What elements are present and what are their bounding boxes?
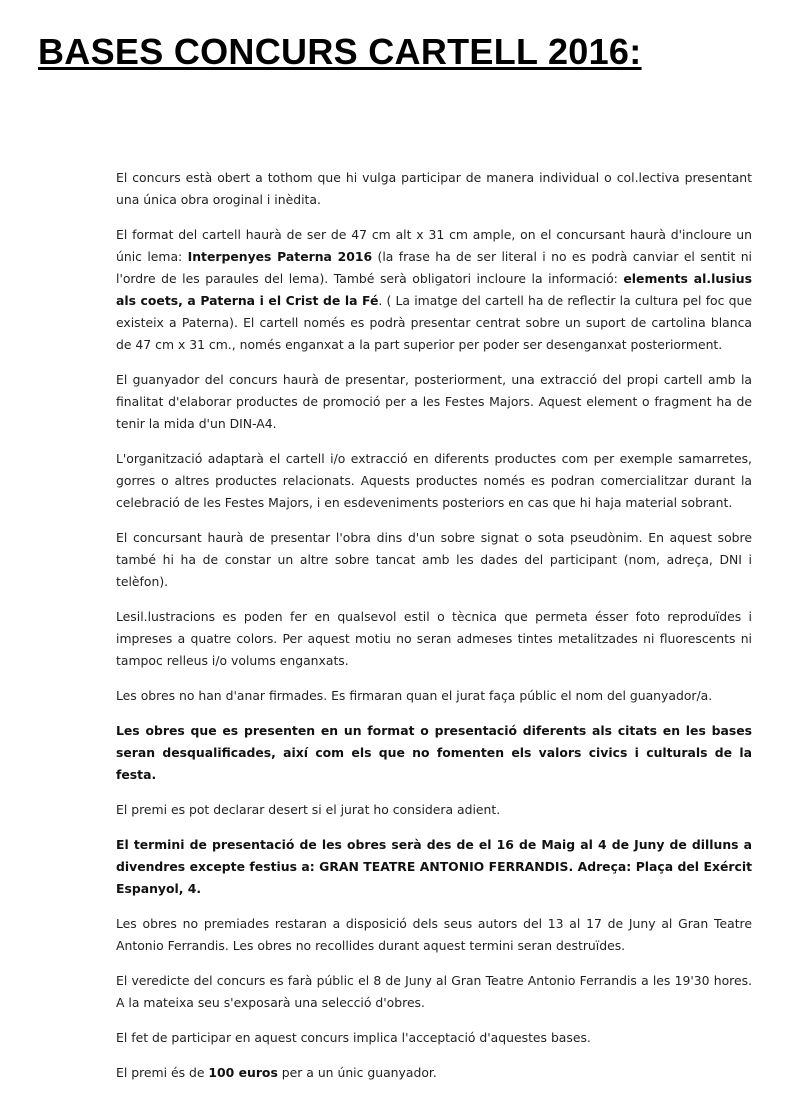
bold-required-elements: elements al.lusius als coets, a Paterna i el Crist de la Fé (116, 271, 752, 308)
text-segment: El premi és de (116, 1065, 209, 1080)
document-body (116, 167, 752, 1097)
paragraph-disqualification: Les obres que es presenten en un format o presentació diferents als citats en les bases seran desqualificades, així com els que no fomenten els valors civics i culturals de la festa. (116, 723, 752, 782)
paragraph-unsigned: Les obres no han d'anar firmades. Es firmaran quan el jurat faça públic el nom del guanyador/a. (116, 688, 713, 703)
bold-slogan: Interpenyes Paterna 2016 (187, 249, 373, 264)
paragraph-envelope: El concursant haurà de presentar l'obra dins d'un sobre signat o sota pseudònim. En aquest sobre també hi ha de constar un altre sobre tancat amb les dades del participant (nom, adreça, DNI i telèfon). (116, 530, 752, 589)
text-segment: El format del cartell haurà de ser de 47 cm alt x 31 cm ample, on el concursant haurà d'incloure un únic lema: (116, 227, 752, 264)
paragraph-verdict: El veredicte del concurs es farà públic el 8 de Juny al Gran Teatre Antonio Ferrandis a les 19'30 hores. A la mateixa seu s'exposarà una selecció d'obres. (116, 973, 752, 1010)
paragraph-deadline: El termini de presentació de les obres serà des de el 16 de Maig al 4 de Juny de dilluns a divendres excepte festius a: GRAN TEATRE ANTONIO FERRANDIS. Adreça: Plaça del Exércit Espanyol, 4. (116, 837, 752, 896)
page-title: BASES CONCURS CARTELL 2016: (38, 31, 642, 72)
paragraph-prize-void: El premi es pot declarar desert si el jurat ho considera adient. (116, 802, 501, 817)
text-segment: (la frase ha de ser literal i no es podrà canviar el sentit ni l'ordre de les paraules del lema). També serà obligatori incloure la informació: (116, 249, 752, 286)
paragraph-prize (116, 1062, 752, 1084)
paragraph-winner-extract: El guanyador del concurs haurà de presentar, posteriorment, una extracció del propi cartell amb la finalitat d'elaborar productes de promoció per a les Festes Majors. Aquest element o fragment ha de tenir la mida d'un DIN-A4. (116, 372, 752, 431)
text-segment: . ( La imatge del cartell ha de reflectir la cultura pel foc que existeix a Paterna). El cartell només es podrà presentar centrat sobre un suport de cartolina blanca de 47 cm x 31 cm., només enganxat a la part superior per poder ser desenganxat posteriorment. (116, 293, 752, 352)
paragraph-format (116, 224, 752, 356)
text-segment: per a un únic guanyador. (277, 1065, 437, 1080)
paragraph-acceptance: El fet de participar en aquest concurs implica l'acceptació d'aquestes bases. (116, 1030, 591, 1045)
paragraph-eligibility: El concurs està obert a tothom que hi vulga participar de manera individual o col.lectiva presentant una única obra oroginal i inèdita. (116, 170, 752, 207)
paragraph-products: L'organització adaptarà el cartell i/o extracció en diferents productes com per exemple samarretes, gorres o altres productes relacionats. Aquests productes només es podran comercialitzar durant la celebració de les Festes Majors, i en esdeveniments posteriors en cas que hi haja material sobrant. (116, 451, 752, 510)
bold-prize-amount: 100 euros (208, 1065, 278, 1080)
paragraph-technique: Lesil.lustracions es poden fer en qualsevol estil o tècnica que permeta ésser foto reproduïdes i impreses a quatre colors. Per aquest motiu no seran admeses tintes metalitzades ni fluorescents ni tampoc relleus i/o volums enganxats. (116, 609, 752, 668)
paragraph-return: Les obres no premiades restaran a disposició dels seus autors del 13 al 17 de Juny al Gran Teatre Antonio Ferrandis. Les obres no recollides durant aquest termini seran destruïdes. (116, 916, 752, 953)
